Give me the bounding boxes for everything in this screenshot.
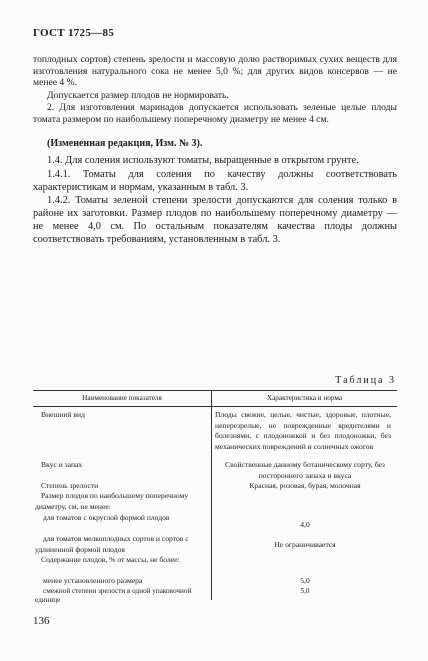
table-row-name: Вкус и запах: [41, 460, 83, 469]
paragraph-1-4-2: 1.4.2. Томаты зеленой степени зрелости допускаются для соления только в районе их заготовки. Размер плодов по наибольшему поперечному диаметру — не менее 4,0 см. По остальным показателям качества плоды должны соответствовать требованиям, установленным в табл. 3.: [33, 195, 397, 245]
table-row-name: Содержание плодов, % от массы, не более:: [41, 555, 180, 564]
table-row-name: Внешний вид: [41, 410, 85, 419]
table-col2-header: Характеристика и норма: [266, 394, 343, 402]
table-row-name: для томатов мелкоплодных сортов и сортов с удлиненной формой плодов: [35, 534, 189, 554]
table-row-value: Не ограничивается: [274, 540, 336, 549]
paragraph-marinade: 2. Для изготовления маринадов допускается использовать зеленые целые плоды томата размером по наибольшему поперечному диаметру не менее 4 см.: [33, 102, 397, 125]
table-col1-header: Наименование показателя: [82, 394, 162, 402]
table-row-value: 5,0: [300, 576, 310, 585]
table-header-rule: [33, 406, 397, 407]
table-row-value: 5,0: [300, 587, 310, 595]
paragraph-amendment: (Измененная редакция, Изм. № 3).: [47, 138, 203, 149]
table-row-name: для томатов с округлой формой плодов: [43, 513, 170, 522]
table-caption: Таблица 3: [335, 375, 396, 386]
table-row-value: 4,0: [300, 520, 310, 529]
table-top-rule: [33, 390, 397, 391]
table-row-name: Степень зрелости: [41, 481, 99, 490]
paragraph-1-4-1: 1.4.1. Томаты для соления по качеству должны соответствовать характеристикам и нормам, указанным в табл. 3.: [33, 169, 397, 193]
document-header: ГОСТ 1725—85: [33, 27, 115, 39]
table-row-name: Размер плодов по наибольшему поперечному диаметру, см, не менее:: [35, 491, 189, 511]
paragraph-1-4: 1.4. Для соления используют томаты, выращенные в открытом грунте.: [47, 155, 359, 166]
paragraph-size-note: Допускается размер плодов не нормировать.: [47, 90, 229, 101]
table-column-divider: [211, 390, 212, 600]
table-row-value: Плоды свежие, целые, чистые, здоровые, плотные, неперезрелые, не поврежденные вредителями и болезнями, с плодоножкой и без плодоножки, без механических повреждений и солнечных ожогов: [215, 410, 391, 451]
page-number: 136: [33, 615, 50, 627]
table-row-name: менее установленного размера: [43, 576, 143, 585]
table-row-value: Свойственные данному ботаническому сорту, без постороннего запаха и вкуса: [225, 460, 385, 480]
table-row-name: смежной степени зрелости в одной упаковочной единице: [35, 587, 192, 605]
paragraph-continuation: топлодных сортов) степень зрелости и массовую долю растворимых сухих веществ для изготовления натурального сока не менее 5,0 %; для других видов консервов — не менее 4 %.: [33, 54, 397, 89]
table-row-value: Красная, розовая, бурая, молочная: [249, 481, 361, 490]
